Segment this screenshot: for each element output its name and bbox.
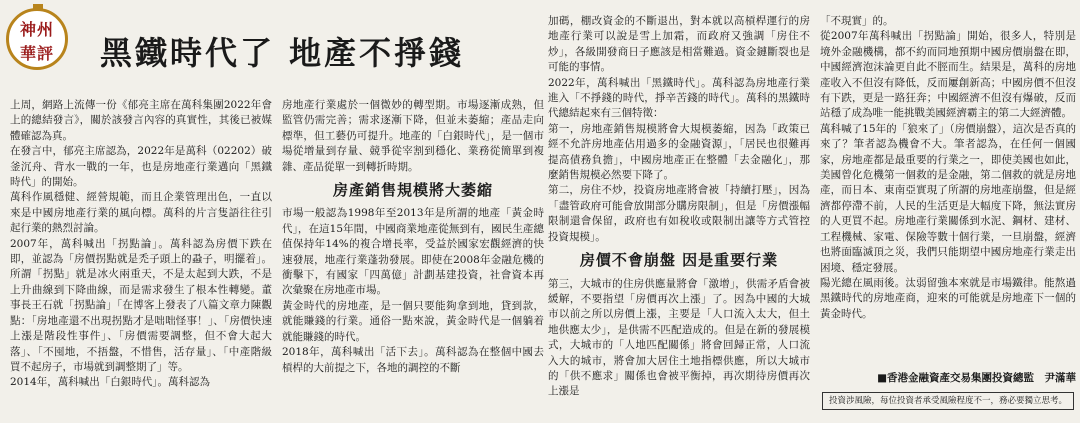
paragraph: 2018年，萬科喊出「活下去」。萬科認為在整個中國去槓桿的大前提之下，各地的調控的不斷	[282, 346, 544, 374]
paragraph: 萬科喊了15年的「狼來了」（房價崩盤），這次是否真的來了？筆者認為機會不大。筆者認為，在任何一個國家，房地產都是最重要的行業之一，即使美國也如此，美國曾化危機第一個救的是金融，第二個救的就是房地產，而日本、東南亞實現了所謂的房地產崩盤，但是經濟都停滯不前，人民的生活更是大幅度下降，無法實房的人更買不起。房地產行業關係到水泥、鋼材、建材、工程機械、家電、保險等數十個行業，一旦崩盤，經濟也將面臨滅頂之災，我們只能期望中國房地產行業走出困境、穩定發展。	[820, 122, 1076, 274]
paragraph: 萬科作風穩健、經營規範，而且企業管理出色，一直以來是中國房地產行業的風向標。萬科的片言隻語往往引起行業的熱烈討論。	[10, 191, 272, 235]
paragraph: 房地產行業處於一個微妙的轉型期。市場逐漸成熟，但監管仍需完善；需求逐漸下降，但並未萎縮；產品走向標準，但工藝仍可提升。地產的「白銀時代」，是一個市場從增量到存量、競爭從宰割到穩化、業務從簡單到複雜、產品從單一到轉折時期。	[282, 99, 544, 173]
badge-line2: 華評	[19, 44, 54, 63]
paragraph: 在發言中，郁亮主席認為，2022年是萬科（02202）破釜沉舟、背水一戰的一年，也是房地產行業邁向「黑鐵時代」的開始。	[10, 145, 272, 189]
column-badge	[6, 8, 68, 70]
paragraph: 市場一般認為1998年至2013年是所謂的地產「黃金時代」，在這15年間，中國商業地產從無到有，國民生產總值保持年14%的複合增長率，受益於國家宏觀經濟的快速發展，地產行業蓬勃發展。即使在2008年金融危機的衝擊下，有國家「四萬億」計劃基建投資，社會資本再次彙聚在房地產市場。	[282, 207, 544, 297]
subheading: 房產銷售規模將大萎縮	[332, 181, 493, 200]
author-signature: ■香港金融資產交易集團投資總監 尹滿華	[877, 372, 1076, 384]
badge-line1: 神州	[19, 20, 54, 39]
headline: 黑鐵時代了 地產不掙錢	[100, 34, 465, 72]
paragraph: 2014年，萬科喊出「白銀時代」。萬科認為	[10, 376, 210, 389]
subheading: 房價不會崩盤 因是重要行業	[579, 251, 779, 270]
disclaimer-box: 投資涉風險，每位投資者承受風險程度不一，務必要獨立思考。	[822, 392, 1074, 410]
paragraph: 加碼，棚改資金的不斷退出，對本就以高槓桿運行的房地產行業可以說是雪上加霜，而政府又強調「房住不炒」，各級開發商日子應該是相當難過。資金鏈斷裂也是可能的事情。	[548, 15, 810, 74]
paragraph: 從2007年萬科喊出「拐點論」開始，很多人，特別是境外金融機構，都不約而同地預期中國房價崩盤在即，中國經濟泡沫論更自此不脛而生。結果是，萬科的房地產收入不但沒有降低，反而屢創新高；中國房價不但沒有下跌，更是一路狂奔；中國經濟不但沒有爆破，反而站穩了成為唯一能挑戰美國經濟霸主的第二大經濟體。	[820, 30, 1076, 120]
paragraph: 2022年，萬科喊出「黑鐵時代」。萬科認為房地產行業進入「不掙錢的時代，掙辛苦錢的時代」。萬科的黑鐵時代總結起來有三個特徵：	[548, 76, 810, 120]
paragraph: 上周，網路上流傳一份《郁亮主席在萬科集團2022年會上的總結發言》，關於該發言內容的真實性，其後已被媒體確認為真。	[10, 99, 272, 142]
paragraph: 黃金時代的房地產，是一個只要能夠拿到地，貸到款，就能賺錢的行業。通俗一點來說，黃金時代是一個躺着就能賺錢的時代。	[282, 299, 544, 343]
paragraph: 2007年，萬科喊出「拐點論」。萬科認為房價下跌在即，並認為「房價拐點就是禿子頭上的蝨子，明擺着」。所謂「拐點」就是冰火兩重天，不是太起到大跌，不是上升曲線到下降曲線，而是需求發生了根本性轉變。董事長王石就「拐點論」「在博客上發表了八篇文章力陳觀點：「房地產還不出現拐點才是咄咄怪事！」、「房價快速上漲是階段性事件」、「房價需要調整，但不會大起大落」、「不囤地，不捂盤，不惜售，活存量」、「中產階級買不起房子，市場就到調整期了」等。	[10, 237, 272, 373]
article-column-3	[548, 14, 810, 418]
article-column-4	[820, 14, 1076, 386]
paragraph: 第二，房住不炒，投資房地產將會被「持續打壓」，因為「盡管政府可能會放開部分購房限制」，但是「房價漲幅限制還會保留，政府也有如稅收或限制出讓等方式管控投資規模」。	[548, 184, 810, 243]
paragraph: 陽光總在風雨後。汰弱留強本來就是市場鐵律。能熬過黑鐵時代的房地產商，迎來的可能就是房地產下一個的黃金時代。	[820, 276, 1076, 320]
article-column-2	[282, 98, 544, 418]
paragraph: 第三，大城市的住房供應量將會「激增」，供需矛盾會被緩解，不要指望「房價再次上漲」了。因為中國的大城市以前之所以房價上漲，主要是「人口流入太大，但土地供應太少」，是供需不匹配造成的。但是在新的發展模式，大城市的「人地匹配關係」將會回歸正常，人口流入大的城市，將會加大居住土地指標供應，所以大城市的「供不應求」關係也會被平衡掉，再次期待房價再次上漲是	[548, 277, 810, 398]
badge-ornament	[33, 4, 43, 10]
paragraph: 第一，房地產銷售規模將會大規模萎縮，因為「政策已經不允許房地產佔用過多的金融資源」，「居民也很難再提高債務負擔」，中國房地產正在整體「去金融化」，那麼銷售規模必然要下降了。	[548, 122, 810, 182]
article-column-1	[10, 98, 272, 418]
paragraph: 「不現實」的。	[820, 15, 894, 27]
